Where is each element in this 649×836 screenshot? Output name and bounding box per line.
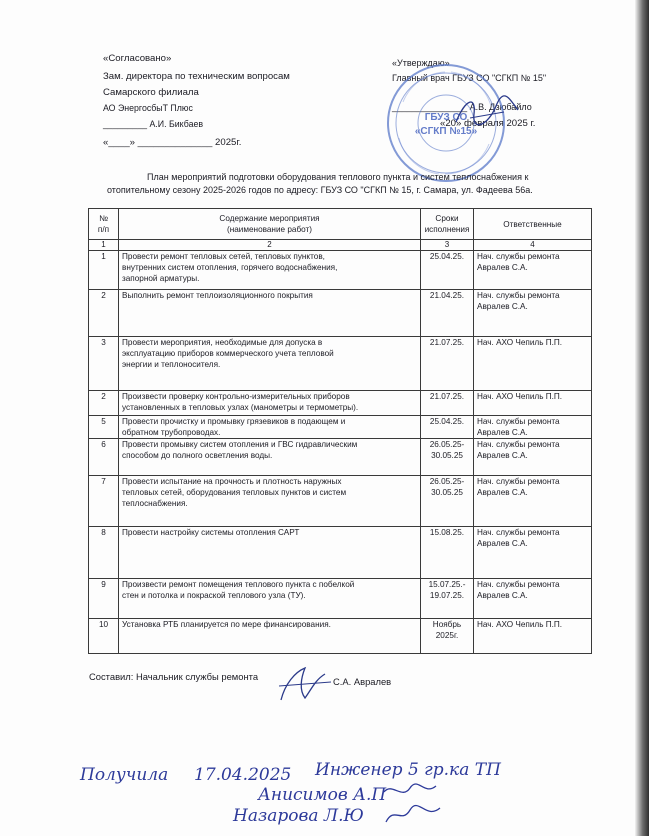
- cell-responsible: Нач. АХО Чепиль П.П.: [474, 391, 592, 416]
- cell-num: 8: [89, 527, 119, 579]
- cell-num: 2: [89, 290, 119, 337]
- stamp-line-2: «СГКП №15»: [414, 126, 478, 137]
- handwritten-signatures: [380, 780, 450, 830]
- cell-responsible: Нач. службы ремонта Авралев С.А.: [474, 527, 592, 579]
- approval-left: [103, 52, 290, 149]
- approval-left-position: Зам. директора по техническим вопросам: [103, 71, 290, 82]
- approval-left-date: «____» ______________ 2025г.: [103, 137, 242, 148]
- cell-term: 25.04.25.: [421, 416, 474, 439]
- table-row: [89, 476, 592, 527]
- compiler-signature: [275, 664, 335, 706]
- cell-term: 26.05.25- 30.05.25: [421, 439, 474, 476]
- plan-table-body: [89, 251, 592, 654]
- cell-responsible: Нач. АХО Чепиль П.П.: [474, 619, 592, 654]
- approval-left-signer: _________ А.И. Бикбаев: [103, 119, 204, 129]
- approval-left-company: АО ЭнергосбыТ Плюс: [103, 103, 193, 113]
- header-content: Содержание мероприятия (наименование работ): [119, 209, 421, 240]
- approval-left-heading: «Согласовано»: [103, 53, 172, 64]
- cell-content: Установка РТБ планируется по мере финансирования.: [119, 619, 421, 654]
- table-row: [89, 290, 592, 337]
- cell-responsible: Нач. службы ремонта Авралев С.А.: [474, 416, 592, 439]
- handwritten-position: Инженер 5 гр.ка ТП: [315, 760, 501, 780]
- header-responsible: Ответственные: [474, 209, 592, 240]
- header-num: № п/п: [89, 209, 119, 240]
- table-row: [89, 337, 592, 391]
- table-row: [89, 391, 592, 416]
- cell-num: 7: [89, 476, 119, 527]
- approval-right-date: «20» февраля 2025 г.: [440, 118, 536, 129]
- cell-term: 21.04.25.: [421, 290, 474, 337]
- cell-responsible: Нач. службы ремонта Авралев С.А.: [474, 290, 592, 337]
- cell-content: Провести прочистку и промывку грязевиков в подающем и обратном трубопроводах.: [119, 416, 421, 439]
- table-row: [89, 527, 592, 579]
- cell-content: Произвести проверку контрольно-измерительных приборов установленных в тепловых узлах (манометры и термометры).: [119, 391, 421, 416]
- director-signature: [452, 92, 522, 132]
- cell-num: 2: [89, 391, 119, 416]
- column-numbers-row: 1 2 3 4: [89, 240, 592, 251]
- stamp-line-1: ГБУЗ СО: [424, 112, 468, 123]
- table-row: [89, 416, 592, 439]
- scan-edge-shadow: [635, 0, 649, 836]
- handwritten-received: Получила: [80, 765, 169, 785]
- handwritten-name-1: Анисимов А.П: [258, 785, 387, 805]
- handwritten-date: 17.04.2025: [194, 765, 292, 785]
- cell-content: Провести ремонт тепловых сетей, тепловых пунктов, внутренних систем отопления, горячего водоснабжения, запорной арматуры.: [119, 251, 421, 290]
- cell-responsible: Нач. службы ремонта Авралев С.А.: [474, 476, 592, 527]
- cell-content: Провести испытание на прочность и плотность наружных тепловых сетей, оборудования тепловых пунктов и систем теплоснабжения.: [119, 476, 421, 527]
- cell-content: Произвести ремонт помещения теплового пункта с побелкой стен и потолка и покраской теплового узла (ТУ).: [119, 579, 421, 619]
- cell-content: Провести промывку систем отопления и ГВС гидравлическим способом до полного осветления воды.: [119, 439, 421, 476]
- table-row: [89, 439, 592, 476]
- cell-num: 10: [89, 619, 119, 654]
- cell-num: 1: [89, 251, 119, 290]
- plan-title-line-1: План мероприятий подготовки оборудования теплового пункта и систем теплоснабжения к: [147, 172, 529, 182]
- plan-title-line-2: отопительному сезону 2025-2026 годов по адресу: ГБУЗ СО "СГКП № 15, г. Самара, ул. Фадеева 56а.: [107, 185, 533, 195]
- compiled-name: С.А. Авралев: [333, 676, 392, 687]
- plan-table: [88, 208, 592, 654]
- cell-term: 15.07.25.- 19.07.25.: [421, 579, 474, 619]
- cell-num: 3: [89, 337, 119, 391]
- cell-term: 26.05.25- 30.05.25: [421, 476, 474, 527]
- table-row: [89, 619, 592, 654]
- approval-left-branch: Самарского филиала: [103, 87, 199, 98]
- cell-term: Ноябрь 2025г.: [421, 619, 474, 654]
- cell-content: Выполнить ремонт теплоизоляционного покрытия: [119, 290, 421, 337]
- cell-num: 9: [89, 579, 119, 619]
- cell-term: 21.07.25.: [421, 337, 474, 391]
- table-header-row: [89, 209, 592, 240]
- handwritten-name-2: Назарова Л.Ю: [233, 806, 364, 826]
- cell-responsible: Нач. службы ремонта Авралев С.А.: [474, 579, 592, 619]
- table-row: [89, 579, 592, 619]
- table-row: [89, 251, 592, 290]
- approval-right-heading: «Утверждаю»: [392, 58, 450, 68]
- cell-term: 15.08.25.: [421, 527, 474, 579]
- cell-num: 5: [89, 416, 119, 439]
- cell-content: Провести настройку системы отопления САРТ: [119, 527, 421, 579]
- approval-right-signer: _______________ А.В. Дзюбайло: [392, 102, 532, 112]
- approval-right-position: Главный врач ГБУЗ СО "СГКП № 15": [392, 73, 547, 83]
- cell-num: 6: [89, 439, 119, 476]
- cell-term: 25.04.25.: [421, 251, 474, 290]
- cell-responsible: Нач. службы ремонта Авралев С.А.: [474, 439, 592, 476]
- cell-content: Провести мероприятия, необходимые для допуска в эксплуатацию приборов коммерческого учета тепловой энергии и теплоносителя.: [119, 337, 421, 391]
- header-term: Сроки исполнения: [421, 209, 474, 240]
- cell-responsible: Нач. АХО Чепиль П.П.: [474, 337, 592, 391]
- cell-responsible: Нач. службы ремонта Авралев С.А.: [474, 251, 592, 290]
- compiled-label: Составил: Начальник службы ремонта: [89, 671, 259, 682]
- cell-term: 21.07.25.: [421, 391, 474, 416]
